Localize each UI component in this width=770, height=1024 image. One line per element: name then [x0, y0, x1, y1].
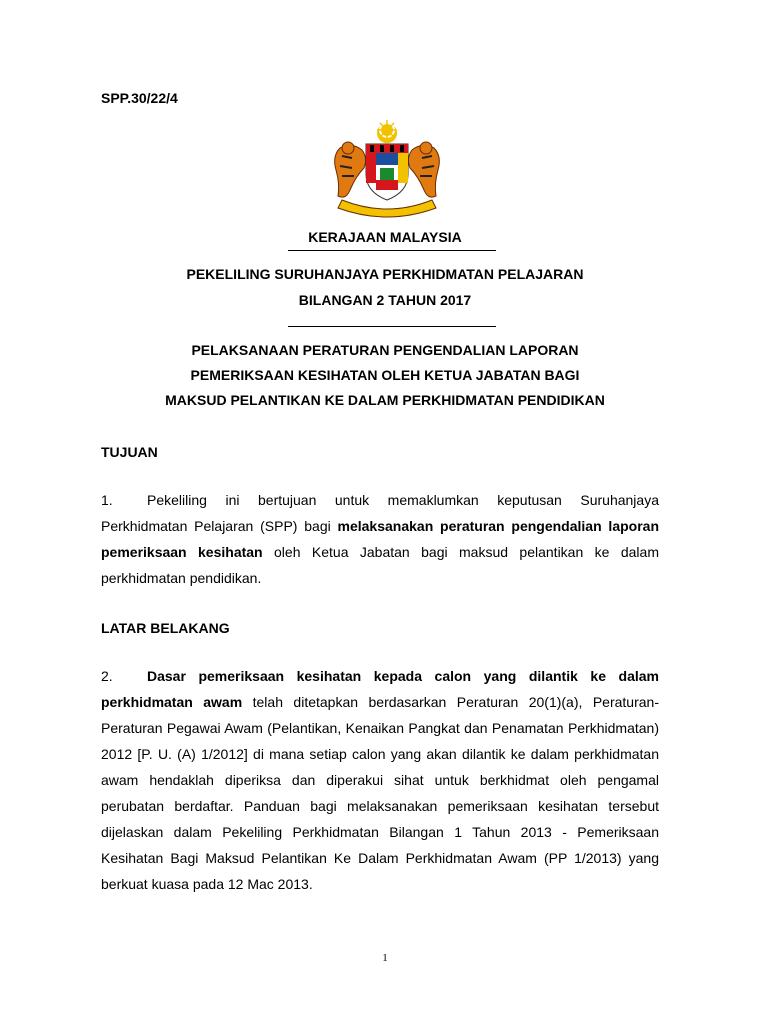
page-number: 1 — [382, 952, 388, 964]
paragraph-text: telah ditetapkan berdasarkan Peraturan 20(1)(a), Peraturan-Peraturan Pegawai Awam (Pelantikan, Kenaikan Pangkat dan Penamatan Perkhidmatan) 2012 [P. U. (A) 1/2012] di mana setiap calon yang akan dilantik ke dalam perkhidmatan awam hendaklah diperiksa dan diperakui sihat untuk berkhidmat oleh pengamal perubatan berdaftar. Panduan bagi melaksanakan pemeriksaan kesihatan tersebut dijelaskan dalam Pekeliling Perkhidmatan Bilangan 1 Tahun 2013 - Pemeriksaan Kesihatan Bagi Maksud Pelantikan Ke Dalam Perkhidmatan Awam (PP 1/2013) yang berkuat kuasa pada 12 Mac 2013. — [101, 694, 659, 892]
paragraph-emphasis: Dasar pemeriksaan kesihatan kepada calon yang dilantik ke dalam perkhidmatan awam — [101, 668, 659, 710]
section-heading-background: LATAR BELAKANG — [101, 620, 230, 636]
subject-line: PELAKSANAAN PERATURAN PENGENDALIAN LAPORAN — [191, 342, 579, 358]
paragraph-text: Pekeliling ini bertujuan untuk memaklumkan keputusan Suruhanjaya Perkhidmatan Pelajaran (SPP) bagi — [101, 492, 659, 534]
section-heading-purpose: TUJUAN — [101, 444, 158, 460]
paragraph-number: 1. — [101, 492, 113, 508]
paragraph-text: oleh Ketua Jabatan bagi maksud pelantikan ke dalam perkhidmatan pendidikan. — [101, 544, 659, 586]
reference-number: SPP.30/22/4 — [101, 90, 178, 106]
government-title: KERAJAAN MALAYSIA — [308, 229, 462, 245]
paragraph-emphasis: melaksanakan peraturan pengendalian laporan pemeriksaan kesihatan — [101, 518, 659, 560]
paragraph-1 — [101, 487, 659, 591]
circular-title: PEKELILING SURUHANJAYA PERKHIDMATAN PELAJARAN — [186, 266, 584, 282]
circular-number: BILANGAN 2 TAHUN 2017 — [298, 292, 472, 308]
divider-line — [288, 326, 496, 327]
subject-line: PEMERIKSAAN KESIHATAN OLEH KETUA JABATAN BAGI — [190, 367, 580, 383]
subject-line: MAKSUD PELANTIKAN KE DALAM PERKHIDMATAN PENDIDIKAN — [165, 392, 605, 408]
paragraph-number: 2. — [101, 668, 113, 684]
malaysia-coat-of-arms-icon — [322, 118, 452, 218]
divider-line — [288, 250, 496, 251]
paragraph-2 — [101, 663, 659, 897]
